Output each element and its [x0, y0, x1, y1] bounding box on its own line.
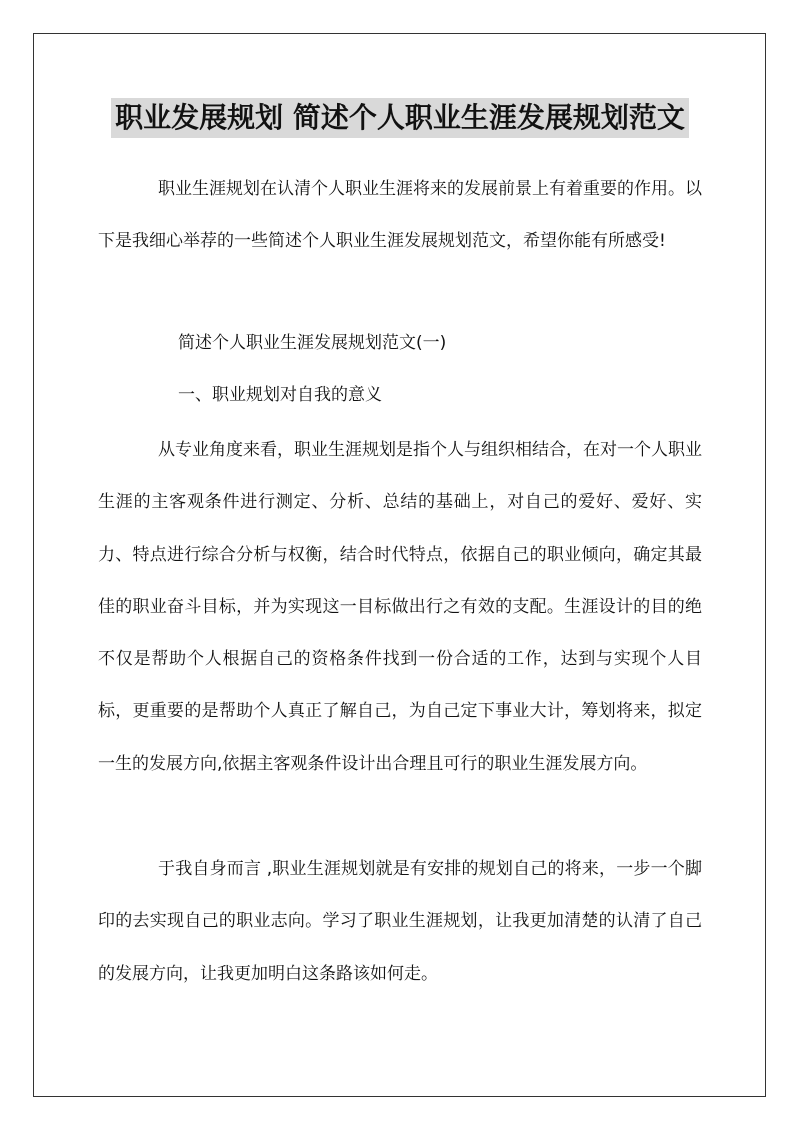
title-container [0, 98, 800, 138]
document-title: 职业发展规划 简述个人职业生涯发展规划范文 [111, 98, 689, 138]
body-paragraph-1: 从专业角度来看，职业生涯规划是指个人与组织相结合，在对一个人职业生涯的主客观条件进行测定、分析、总结的基础上，对自己的爱好、爱好、实力、特点进行综合分析与权衡，结合时代特点，依据自己的职业倾向，确定其最佳的职业奋斗目标，并为实现这一目标做出行之有效的支配。生涯设计的目的绝不仅是帮助个人根据自己的资格条件找到一份合适的工作，达到与实现个人目标，更重要的是帮助个人真正了解自己，为自己定下事业大计，筹划将来，拟定一生的发展方向,依据主客观条件设计出合理且可行的职业生涯发展方向。 [98, 440, 702, 774]
intro-paragraph: 职业生涯规划在认清个人职业生涯将来的发展前景上有着重要的作用。以下是我细心举荐的一些简述个人职业生涯发展规划范文，希望你能有所感受! [98, 179, 702, 252]
section-title: 简述个人职业生涯发展规划范文(一) [178, 333, 447, 353]
subsection-title: 一、职业规划对自我的意义 [178, 385, 382, 405]
body-paragraph-2: 于我自身而言 ,职业生涯规划就是有安排的规划自己的将来，一步一个脚印的去实现自己的职业志向。学习了职业生涯规划，让我更加清楚的认清了自己的发展方向，让我更加明白这条路该如何走。 [98, 859, 702, 984]
